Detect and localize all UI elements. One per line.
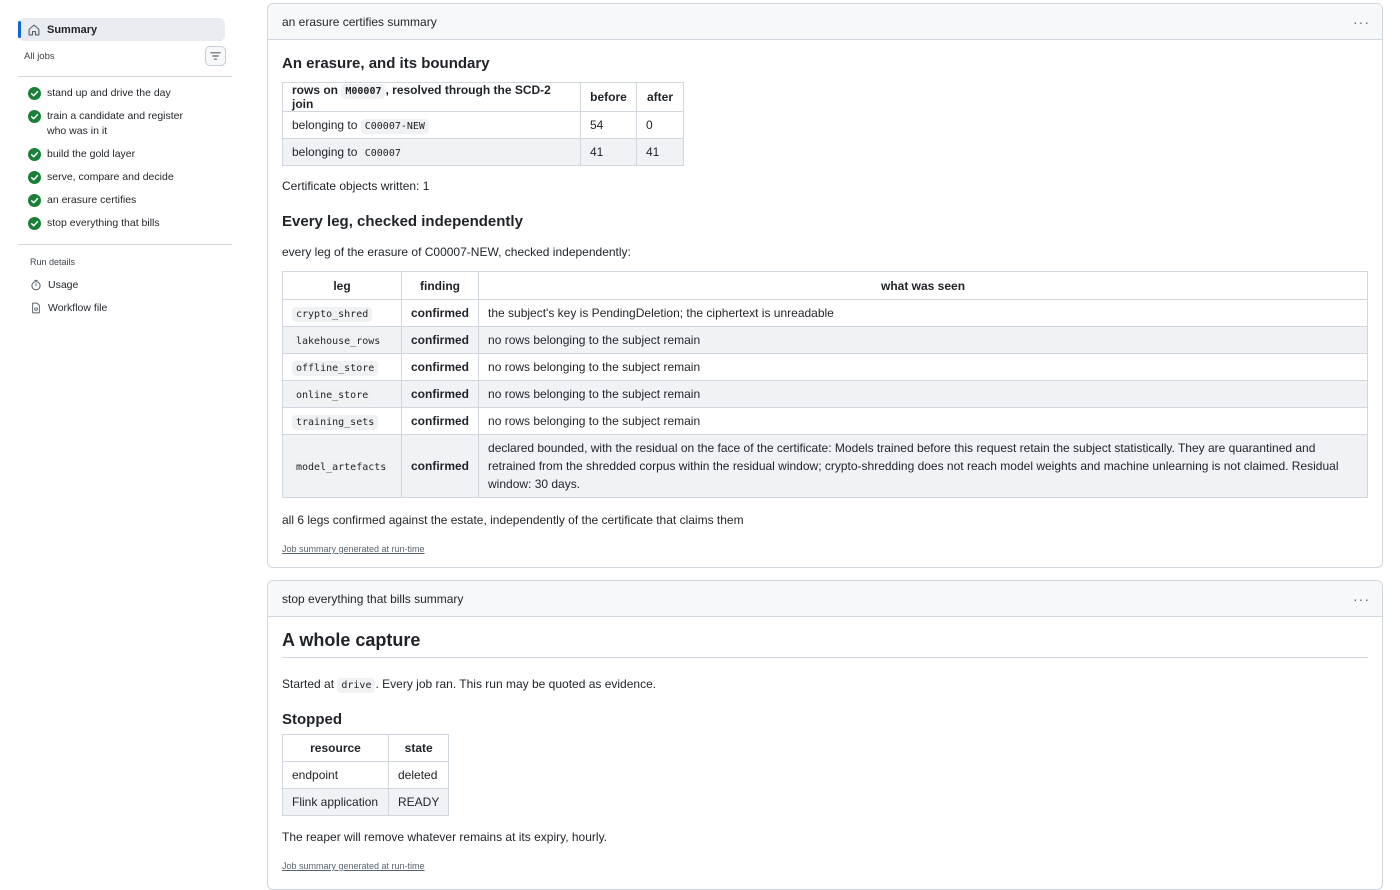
usage-label: Usage xyxy=(48,279,79,291)
sidebar-job-gold-layer[interactable] xyxy=(28,147,228,162)
code-span: drive xyxy=(337,678,375,693)
code-span: C00007 xyxy=(361,146,405,161)
table-row: online_store confirmed no rows belonging to the subject remain xyxy=(283,381,1368,408)
run-details-label: Run details xyxy=(30,257,76,267)
sidebar-item-summary[interactable] xyxy=(18,18,225,41)
panel-title: an erasure certifies summary xyxy=(282,14,437,29)
code-span: C00007-NEW xyxy=(361,119,429,134)
sidebar-item-workflow-file[interactable] xyxy=(30,302,107,314)
table-row: crypto_shred confirmed the subject's key is PendingDeletion; the ciphertext is unreadable xyxy=(283,300,1368,327)
workflow-file-label: Workflow file xyxy=(48,302,108,314)
table-header: before xyxy=(581,83,637,112)
sidebar-job-serve[interactable] xyxy=(28,170,228,185)
panel-title: stop everything that bills summary xyxy=(282,591,464,606)
code-span: offline_store xyxy=(292,361,378,376)
erasure-summary-panel xyxy=(267,3,1383,568)
kebab-menu-icon[interactable]: ··· xyxy=(1353,13,1370,30)
sidebar-job-stop[interactable] xyxy=(28,216,228,231)
sidebar-job-train[interactable] xyxy=(28,109,228,139)
table-row: belonging to C00007-NEW 54 0 xyxy=(283,112,684,139)
table-row: endpoint deleted xyxy=(283,762,449,789)
stop-summary-panel xyxy=(267,580,1383,890)
panel-header xyxy=(268,4,1382,40)
table-header: resource xyxy=(283,735,389,762)
check-circle-icon xyxy=(28,171,41,184)
code-span: training_sets xyxy=(292,415,378,430)
table-row: Flink application READY xyxy=(283,789,449,816)
check-circle-icon xyxy=(28,217,41,230)
sidebar-job-label: serve, compare and decide xyxy=(47,171,174,183)
check-circle-icon xyxy=(28,110,41,123)
job-summary-footnote[interactable]: Job summary generated at run-time xyxy=(282,544,425,554)
stopped-table xyxy=(282,734,449,816)
table-row: belonging to C00007 41 41 xyxy=(283,139,684,166)
table-header: leg xyxy=(283,272,402,300)
sidebar-job-label: train a candidate and register who was in it xyxy=(47,110,184,137)
divider xyxy=(18,244,232,245)
certificate-text: Certificate objects written: 1 xyxy=(282,179,430,193)
sidebar-job-label: an erasure certifies xyxy=(47,194,137,206)
check-circle-icon xyxy=(28,87,41,100)
job-summary-footnote[interactable]: Job summary generated at run-time xyxy=(282,861,425,871)
legs-intro: every leg of the erasure of C00007-NEW, checked independently: xyxy=(282,245,631,259)
all-jobs-row xyxy=(18,45,226,67)
sidebar-job-label: stop everything that bills xyxy=(47,217,160,229)
sidebar xyxy=(18,0,232,878)
section-heading: Stopped xyxy=(282,711,342,728)
jobs-list xyxy=(28,86,228,239)
legs-table xyxy=(282,271,1368,498)
check-circle-icon xyxy=(28,148,41,161)
filter-icon xyxy=(210,51,221,61)
kebab-menu-icon[interactable]: ··· xyxy=(1353,590,1370,607)
code-span: model_artefacts xyxy=(292,460,390,475)
home-icon xyxy=(28,24,40,36)
divider xyxy=(18,76,232,77)
sidebar-job-label: build the gold layer xyxy=(47,148,136,160)
started-text: Started at drive . Every job ran. This run may be quoted as evidence. xyxy=(282,677,657,691)
code-span: M00007 xyxy=(341,84,385,99)
stopwatch-icon xyxy=(30,279,42,291)
code-span: lakehouse_rows xyxy=(292,334,384,349)
sidebar-job-label: stand up and drive the day xyxy=(47,87,171,99)
sidebar-job-stand-up[interactable] xyxy=(28,86,228,101)
sidebar-job-erasure[interactable] xyxy=(28,193,228,208)
table-row: model_artefacts confirmed declared bounded, with the residual on the face of the certificate: Models trained before this request retain the subject statistically. They are quarantined and retrained from the shredded corpus within the residual window; crypto-shredding does not reach model weights and machine unlearning is not claimed. Residual window: 30 days. xyxy=(283,435,1368,498)
section-heading: Every leg, checked independently xyxy=(282,213,523,230)
table-header: finding xyxy=(402,272,479,300)
code-span: crypto_shred xyxy=(292,307,372,322)
sidebar-item-summary-label: Summary xyxy=(47,23,98,36)
table-header: state xyxy=(389,735,449,762)
panel-header xyxy=(268,581,1382,617)
table-row: training_sets confirmed no rows belonging to the subject remain xyxy=(283,408,1368,435)
table-header: after xyxy=(637,83,684,112)
table-row: offline_store confirmed no rows belonging to the subject remain xyxy=(283,354,1368,381)
filter-button[interactable] xyxy=(205,46,226,66)
section-heading: An erasure, and its boundary xyxy=(282,55,490,72)
section-heading: A whole capture xyxy=(282,630,1368,658)
code-span: online_store xyxy=(292,388,372,403)
check-circle-icon xyxy=(28,194,41,207)
rows-table xyxy=(282,82,684,166)
table-row: lakehouse_rows confirmed no rows belonging to the subject remain xyxy=(283,327,1368,354)
sidebar-item-usage[interactable] xyxy=(30,279,78,291)
conclusion-text: all 6 legs confirmed against the estate, independently of the certificate that claims them xyxy=(282,513,744,527)
workflow-file-icon xyxy=(30,302,42,314)
table-header: what was seen xyxy=(479,272,1368,300)
reaper-text: The reaper will remove whatever remains at its expiry, hourly. xyxy=(282,830,608,844)
table-header: rows on M00007 , resolved through the SCD-2 join xyxy=(283,83,581,112)
all-jobs-label: All jobs xyxy=(24,50,55,62)
